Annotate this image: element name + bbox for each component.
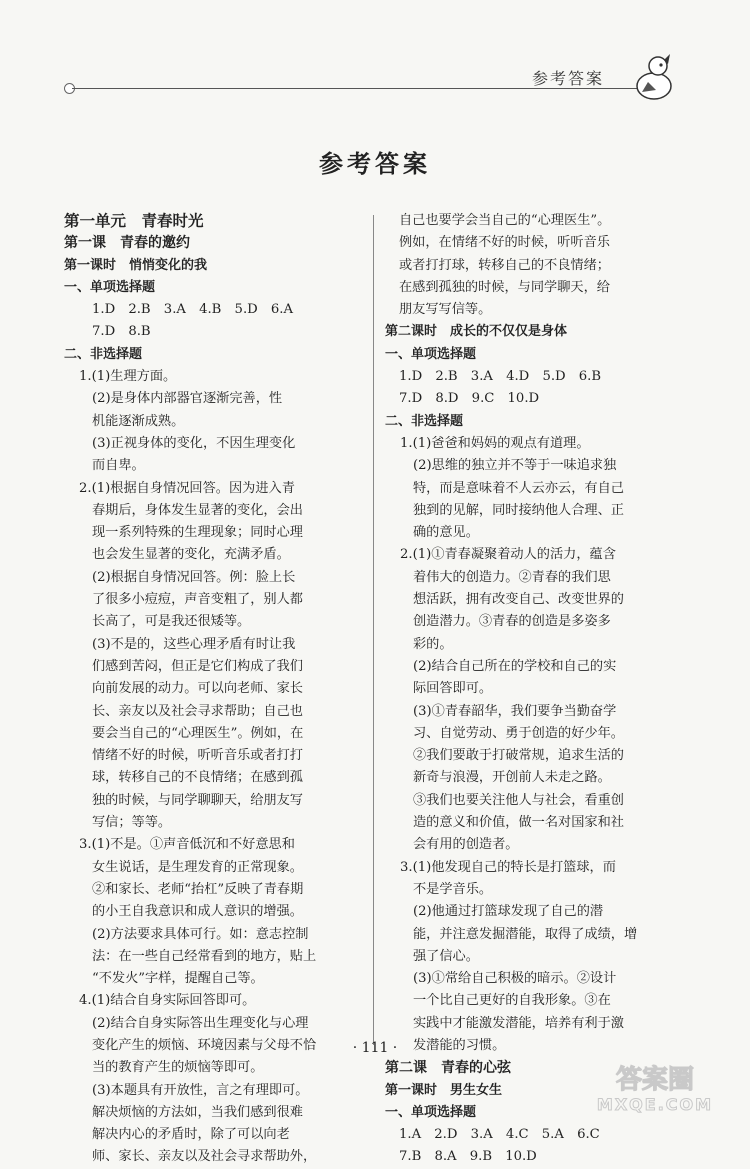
right-column xyxy=(385,210,685,1169)
section-heading: 第二课时 成长的不仅仅是身体 xyxy=(385,324,568,340)
section-heading: 第一课时 男生女生 xyxy=(385,1082,503,1098)
answer-line: 的小王自我意识和成人意识的增强。 xyxy=(92,904,303,920)
watermark-logo xyxy=(575,1060,735,1116)
answer-line: 法：在一些自己经常看到的地方，贴上 xyxy=(92,948,317,964)
section-heading: 二、非选择题 xyxy=(385,413,464,429)
answer-line: 解决内心的矛盾时，除了可以向老 xyxy=(92,1127,290,1143)
answer-line: 3.(1)不是。①声音低沉和不好意思和 xyxy=(79,837,295,853)
left-column xyxy=(64,210,364,1169)
section-heading: 一、单项选择题 xyxy=(385,346,477,362)
section-heading: 一、单项选择题 xyxy=(64,279,156,295)
answer-line: 女生说话，是生理发育的正常现象。 xyxy=(92,859,303,875)
answer-line: “不发火”字样，提醒自己等。 xyxy=(92,971,264,987)
answer-line: 一个比自己更好的自我形象。③在 xyxy=(413,993,611,1009)
answer-line: 造的意义和价值，做一名对国家和社 xyxy=(413,815,624,831)
answer-line: 写信；等等。 xyxy=(92,815,172,831)
section-heading: 第二课 青春的心弦 xyxy=(385,1060,511,1077)
section-heading: 第一单元 青春时光 xyxy=(64,212,204,230)
answer-line: 机能逐渐成熟。 xyxy=(92,413,185,429)
answer-line: 想活跃，拥有改变自己、改变世界的 xyxy=(413,592,624,608)
answer-line: ③我们也要关注他人与社会，看重创 xyxy=(413,792,624,808)
answer-line: 1.D 2.B 3.A 4.D 5.D 6.B xyxy=(399,369,602,385)
answer-line: 会有用的创造者。 xyxy=(413,837,519,853)
answer-line: 创造潜力。③青春的创造是多姿多 xyxy=(413,614,611,630)
answer-line: 1.(1)生理方面。 xyxy=(79,369,177,385)
answer-line: (2)根据自身情况回答。例：脸上长 xyxy=(92,569,296,585)
answer-line: 解决烦恼的方法如，当我们感到很难 xyxy=(92,1104,303,1120)
answer-line: 4.(1)结合自身实际回答即可。 xyxy=(79,993,256,1009)
answer-line: 而自卑。 xyxy=(92,458,145,474)
answer-line: 例如，在情绪不好的时候，听听音乐 xyxy=(399,235,610,251)
running-header: 参考答案 xyxy=(532,69,605,88)
answer-line: (2)结合自己所在的学校和自己的实 xyxy=(413,658,617,674)
answer-line: 2.(1)根据自身情况回答。因为进入青 xyxy=(79,480,295,496)
answer-line: 师、家长、亲友以及社会寻求帮助外， xyxy=(92,1149,317,1165)
answer-line: (3)①青春韶华，我们要争当勤奋学 xyxy=(413,703,617,719)
answer-line: 变化产生的烦恼、环境因素与父母不恰 xyxy=(92,1037,317,1053)
svg-text:答案圈: 答案圈 xyxy=(615,1065,695,1095)
answer-line: 确的意见。 xyxy=(413,525,479,541)
answer-line: 7.D 8.D 9.C 10.D xyxy=(399,391,540,407)
page-number: · 111 · xyxy=(352,1040,398,1056)
answer-line: 当的教育产生的烦恼等即可。 xyxy=(92,1060,264,1076)
answer-line: 也会发生显著的变化，充满矛盾。 xyxy=(92,547,290,563)
answer-line: 向前发展的动力。可以向老师、家长 xyxy=(92,681,303,697)
answer-line: 独的时候，与同学聊聊天，给朋友写 xyxy=(92,792,303,808)
section-heading: 一、单项选择题 xyxy=(385,1104,477,1120)
answer-line: ②我们要敢于打破常规，追求生活的 xyxy=(413,748,624,764)
svg-text:MXQE.COM: MXQE.COM xyxy=(596,1095,714,1114)
answer-line: 发潜能的习惯。 xyxy=(413,1037,506,1053)
answer-line: (3)不是的，这些心理矛盾有时让我 xyxy=(92,636,296,652)
answer-line: 球，转移自己的不良情绪；在感到孤 xyxy=(92,770,303,786)
answer-line: ②和家长、老师“抬杠”反映了青春期 xyxy=(92,881,304,897)
answer-line: (3)正视身体的变化，不因生理变化 xyxy=(92,435,296,451)
answer-line: 自己也要学会当自己的“心理医生”。 xyxy=(399,213,611,228)
answer-line: (3)本题具有开放性，言之有理即可。 xyxy=(92,1082,309,1098)
answer-line: 彩的。 xyxy=(413,636,453,652)
answer-line: 强了信心。 xyxy=(413,948,479,964)
answer-line: 长高了，可是我还很矮等。 xyxy=(92,614,251,630)
answer-line: (2)是身体内部器官逐渐完善，性 xyxy=(92,391,283,407)
answer-line: 习、自觉劳动、勇于创造的好少年。 xyxy=(413,725,624,741)
answer-line: 在感到孤独的时候，与同学聊天，给 xyxy=(399,279,610,295)
section-heading: 第一课时 悄悄变化的我 xyxy=(64,257,208,273)
mascot-icon xyxy=(628,52,680,104)
page-title: 参考答案 xyxy=(319,150,431,178)
answer-line: 春期后，身体发生显著的变化，会出 xyxy=(92,502,303,518)
answer-line: (2)他通过打篮球发现了自己的潜 xyxy=(413,904,604,920)
answer-line: 际回答即可。 xyxy=(413,681,493,697)
answer-line: 独到的见解，同时接纳他人合理、正 xyxy=(413,502,624,518)
section-heading: 二、非选择题 xyxy=(64,346,143,362)
answer-line: 们感到苦闷，但正是它们构成了我们 xyxy=(92,658,303,674)
answer-line: 着伟大的创造力。②青春的我们思 xyxy=(413,569,611,585)
answer-line: 不是学音乐。 xyxy=(413,881,493,897)
answer-line: 特，而是意味着不人云亦云，有自己 xyxy=(413,480,624,496)
answer-line: 现一系列特殊的生理现象；同时心理 xyxy=(92,525,303,541)
answer-line: 2.(1)①青春凝聚着动人的活力，蕴含 xyxy=(400,547,616,563)
answer-line: 了很多小痘痘，声音变粗了，别人都 xyxy=(92,592,303,608)
answer-line: (2)方法要求具体可行。如：意志控制 xyxy=(92,926,309,942)
answer-line: 1.D 2.B 3.A 4.B 5.D 6.A xyxy=(92,302,294,318)
answer-line: 要会当自己的“心理医生”。例如，在 xyxy=(92,725,304,741)
answer-line: 实践中才能激发潜能，培养有利于激 xyxy=(413,1015,624,1031)
answer-line: 朋友写写信等。 xyxy=(399,302,492,318)
answer-line: 能，并注意发掘潜能，取得了成绩，增 xyxy=(413,926,638,942)
answer-line: 3.(1)他发现自己的特长是打篮球，而 xyxy=(400,859,616,875)
answer-line: 长、亲友以及社会寻求帮助；自己也 xyxy=(92,703,303,719)
answer-line: 新奇与浪漫，开创前人未走之路。 xyxy=(413,770,611,786)
answer-line: 1.A 2.D 3.A 4.C 5.A 6.C xyxy=(399,1127,600,1143)
answer-line: (2)结合自身实际答出生理变化与心理 xyxy=(92,1015,309,1031)
answer-line: (3)①常给自己积极的暗示。②设计 xyxy=(413,971,617,987)
column-divider xyxy=(373,215,374,1045)
answer-line: 或者打打球，转移自己的不良情绪； xyxy=(399,257,610,273)
answer-line: 1.(1)爸爸和妈妈的观点有道理。 xyxy=(400,435,590,451)
answer-line: (2)思维的独立并不等于一味追求独 xyxy=(413,458,617,474)
answer-line: 情绪不好的时候，听听音乐或者打打 xyxy=(92,748,303,764)
section-heading: 第一课 青春的邀约 xyxy=(64,235,190,252)
answer-line: 7.D 8.B xyxy=(92,324,151,340)
answer-line: 7.B 8.A 9.B 10.D xyxy=(399,1149,537,1165)
